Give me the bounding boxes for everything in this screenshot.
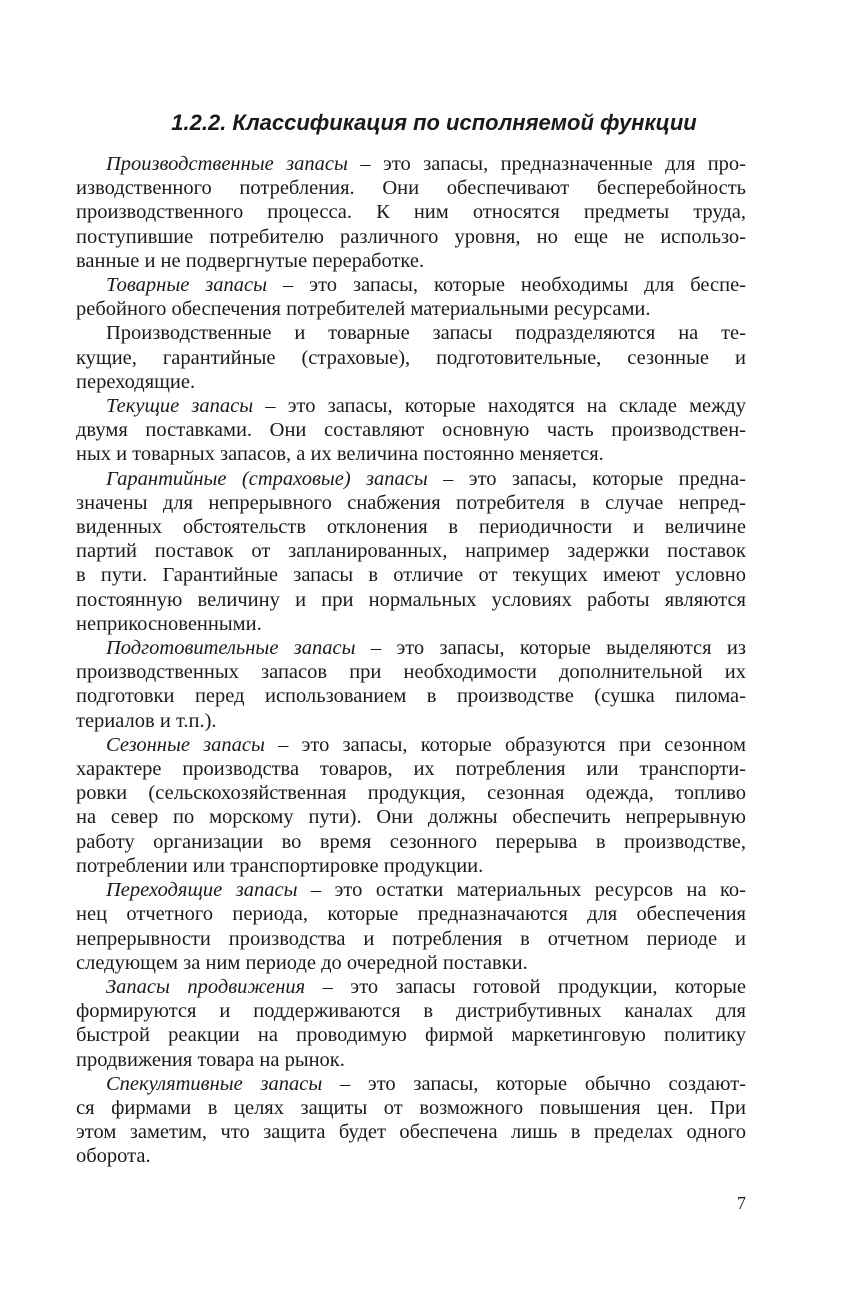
- text-line: [76, 781, 746, 805]
- line-text: двумя поставками. Они составляют основную часть производствен-: [76, 419, 746, 442]
- text-line: [76, 273, 746, 297]
- line-text: ребойного обеспечения потребителей материальными ресурсами.: [76, 298, 651, 321]
- paragraph: [76, 394, 746, 467]
- line-text: – это запасы готовой продукции, которые: [305, 975, 746, 998]
- paragraph: [76, 975, 746, 1072]
- body-text: [76, 152, 746, 1169]
- text-line: [76, 442, 746, 466]
- text-line: [76, 1144, 746, 1168]
- line-text: характере производства товаров, их потребления или транспорти-: [76, 758, 746, 781]
- line-text: – это запасы, которые обычно создают-: [322, 1072, 746, 1095]
- text-line: [76, 249, 746, 273]
- text-line: [76, 684, 746, 708]
- line-text: ных и товарных запасов, а их величина постоянно меняется.: [76, 443, 604, 466]
- line-text: неприкосновенными.: [76, 612, 262, 635]
- line-text: изводственного потребления. Они обеспечивают бесперебойность: [76, 177, 746, 200]
- defined-term: Гарантийные (страховые) запасы: [106, 467, 428, 490]
- line-text: постоянную величину и при нормальных условиях работы являются: [76, 588, 746, 611]
- text-line: [76, 975, 746, 999]
- text-line: [76, 491, 746, 515]
- text-line: [76, 951, 746, 975]
- text-line: [76, 999, 746, 1023]
- text-line: [76, 515, 746, 539]
- text-line: [76, 467, 746, 491]
- text-line: [76, 1048, 746, 1072]
- text-line: [76, 636, 746, 660]
- defined-term: Запасы продвижения: [106, 975, 306, 998]
- text-line: [76, 805, 746, 829]
- line-text: значены для непрерывного снабжения потребителя в случае непред-: [76, 491, 746, 514]
- line-text: – это запасы, которые выделяются из: [355, 637, 746, 660]
- line-text: – это остатки материальных ресурсов на ко-: [297, 879, 746, 902]
- defined-term: Переходящие запасы: [106, 879, 298, 902]
- text-line: [76, 200, 746, 224]
- line-text: переходящие.: [76, 370, 196, 393]
- text-line: [76, 854, 746, 878]
- line-text: продвижения товара на рынок.: [76, 1048, 345, 1071]
- line-text: формируются и поддерживаются в дистрибутивных каналах для: [76, 1000, 746, 1023]
- text-line: [76, 152, 746, 176]
- paragraph: [76, 878, 746, 975]
- line-text: этом заметим, что защита будет обеспечена лишь в пределах одного: [76, 1121, 746, 1144]
- line-text: производственного процесса. К ним относятся предметы труда,: [76, 201, 746, 224]
- text-line: [76, 394, 746, 418]
- text-line: [76, 297, 746, 321]
- text-line: [76, 612, 746, 636]
- text-line: [76, 1096, 746, 1120]
- line-text: кущие, гарантийные (страховые), подготовительные, сезонные и: [76, 346, 746, 369]
- page-number: 7: [737, 1193, 746, 1213]
- text-line: [76, 927, 746, 951]
- text-line: [76, 660, 746, 684]
- line-text: – это запасы, которые предна-: [427, 467, 746, 490]
- line-text: поступившие потребителю различного уровня, но еще не использо-: [76, 225, 746, 248]
- text-line: [76, 1023, 746, 1047]
- defined-term: Подготовительные запасы: [106, 637, 356, 660]
- text-line: [76, 757, 746, 781]
- line-text: ся фирмами в целях защиты от возможного повышения цен. При: [76, 1096, 746, 1119]
- text-line: [76, 539, 746, 563]
- defined-term: Товарные запасы: [106, 274, 268, 297]
- defined-term: Текущие запасы: [106, 395, 254, 418]
- line-text: виденных обстоятельств отклонения в периодичности и величине: [76, 516, 746, 539]
- text-line: [76, 902, 746, 926]
- paragraph: [76, 733, 746, 878]
- line-text: подготовки перед использованием в производстве (сушка пилома-: [76, 685, 746, 708]
- paragraph: [76, 152, 746, 273]
- text-line: [76, 346, 746, 370]
- line-text: ванные и не подвергнутые переработке.: [76, 249, 425, 272]
- text-line: [76, 563, 746, 587]
- line-text: партий поставок от запланированных, например задержки поставок: [76, 540, 746, 563]
- line-text: – это запасы, которые образуются при сезонном: [264, 733, 746, 756]
- paragraph: [76, 273, 746, 321]
- text-line: [76, 830, 746, 854]
- text-line: [76, 1072, 746, 1096]
- line-text: – это запасы, предназначенные для про-: [347, 153, 746, 175]
- line-text: работу организации во время сезонного перерыва в производстве,: [76, 830, 746, 853]
- line-text: Производственные и товарные запасы подразделяются на те-: [106, 322, 746, 345]
- paragraph: [76, 467, 746, 636]
- line-text: в пути. Гарантийные запасы в отличие от текущих имеют условно: [76, 564, 746, 587]
- text-line: [76, 588, 746, 612]
- defined-term: Сезонные запасы: [106, 733, 265, 756]
- defined-term: Спекулятивные запасы: [106, 1072, 323, 1095]
- paragraph: [76, 636, 746, 733]
- line-text: следующем за ним периоде до очередной поставки.: [76, 951, 528, 974]
- text-line: [76, 176, 746, 200]
- line-text: оборота.: [76, 1145, 151, 1168]
- text-line: [76, 370, 746, 394]
- line-text: ровки (сельскохозяйственная продукция, сезонная одежда, топливо: [76, 782, 746, 805]
- text-line: [76, 1120, 746, 1144]
- line-text: быстрой реакции на проводимую фирмой маркетинговую политику: [76, 1024, 746, 1047]
- section-heading: 1.2.2. Классификация по исполняемой функции: [171, 110, 697, 135]
- defined-term: Производственные запасы: [106, 153, 348, 175]
- line-text: териалов и т.п.).: [76, 709, 217, 732]
- text-line: [76, 418, 746, 442]
- line-text: нец отчетного периода, которые предназначаются для обеспечения: [76, 903, 746, 926]
- line-text: – это запасы, которые находятся на складе между: [253, 395, 746, 418]
- line-text: на север по морскому пути). Они должны обеспечить непрерывную: [76, 806, 746, 829]
- line-text: непрерывности производства и потребления в отчетном периоде и: [76, 927, 746, 950]
- text-line: [76, 321, 746, 345]
- text-line: [76, 878, 746, 902]
- paragraph: [76, 1072, 746, 1169]
- text-line: [76, 709, 746, 733]
- line-text: производственных запасов при необходимости дополнительной их: [76, 661, 746, 684]
- line-text: потреблении или транспортировке продукции.: [76, 854, 484, 877]
- paragraph: [76, 321, 746, 394]
- line-text: – это запасы, которые необходимы для беспе-: [267, 274, 746, 297]
- text-line: [76, 733, 746, 757]
- text-line: [76, 225, 746, 249]
